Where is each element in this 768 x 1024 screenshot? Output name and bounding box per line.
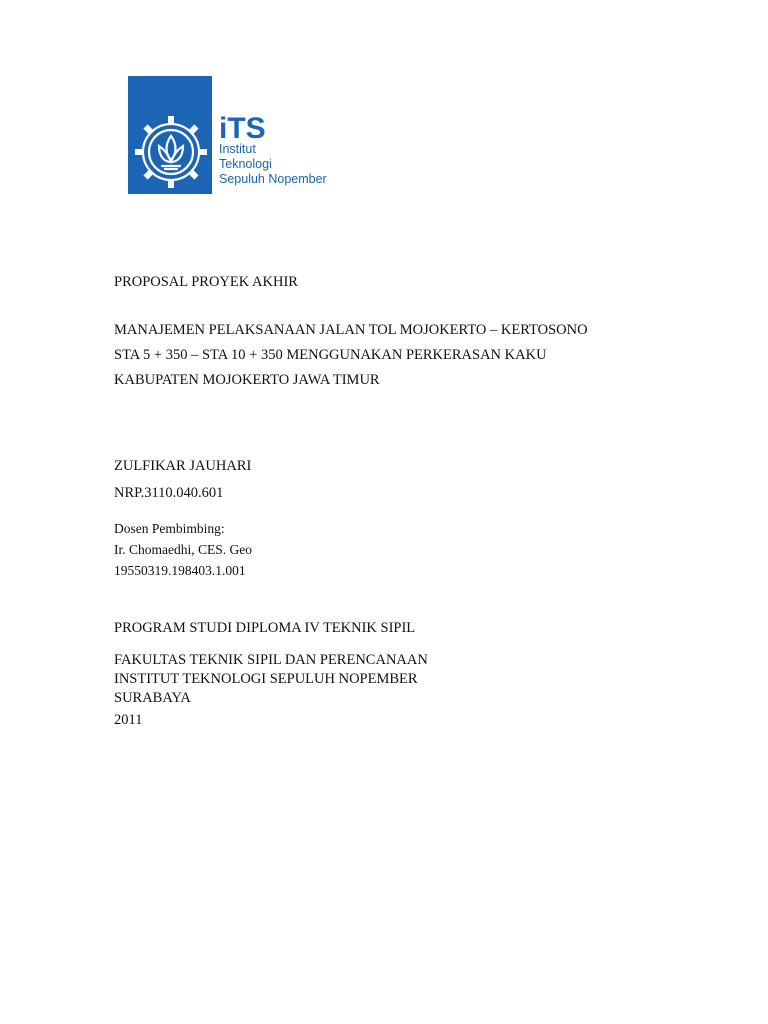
- study-program: PROGRAM STUDI DIPLOMA IV TEKNIK SIPIL: [114, 620, 416, 636]
- its-logo-mark: iTS: [219, 112, 266, 145]
- title-line-3: KABUPATEN MOJOKERTO JAWA TIMUR: [114, 372, 380, 388]
- document-type: PROPOSAL PROYEK AKHIR: [114, 274, 298, 290]
- its-logo-wordmark: [219, 112, 327, 187]
- institute: INSTITUT TEKNOLOGI SEPULUH NOPEMBER: [114, 671, 418, 687]
- year: 2011: [114, 712, 143, 728]
- its-logo-line-1: Institut: [219, 142, 256, 156]
- its-logo-line-2: Teknologi: [219, 157, 272, 171]
- author-name: ZULFIKAR JAUHARI: [114, 458, 252, 474]
- advisor-name: Ir. Chomaedhi, CES. Geo: [114, 542, 252, 557]
- advisor-nip: 19550319.198403.1.001: [114, 563, 246, 578]
- author-nrp: NRP.3110.040.601: [114, 485, 224, 501]
- gear-lotus-emblem-icon: [131, 112, 211, 192]
- title-line-2: STA 5 + 350 – STA 10 + 350 MENGGUNAKAN PERKERASAN KAKU: [114, 347, 547, 363]
- advisor-label: Dosen Pembimbing:: [114, 521, 225, 536]
- its-logo-line-3: Sepuluh Nopember: [219, 172, 327, 186]
- city: SURABAYA: [114, 690, 191, 706]
- title-line-1: MANAJEMEN PELAKSANAAN JALAN TOL MOJOKERTO – KERTOSONO: [114, 322, 588, 338]
- faculty: FAKULTAS TEKNIK SIPIL DAN PERENCANAAN: [114, 652, 428, 668]
